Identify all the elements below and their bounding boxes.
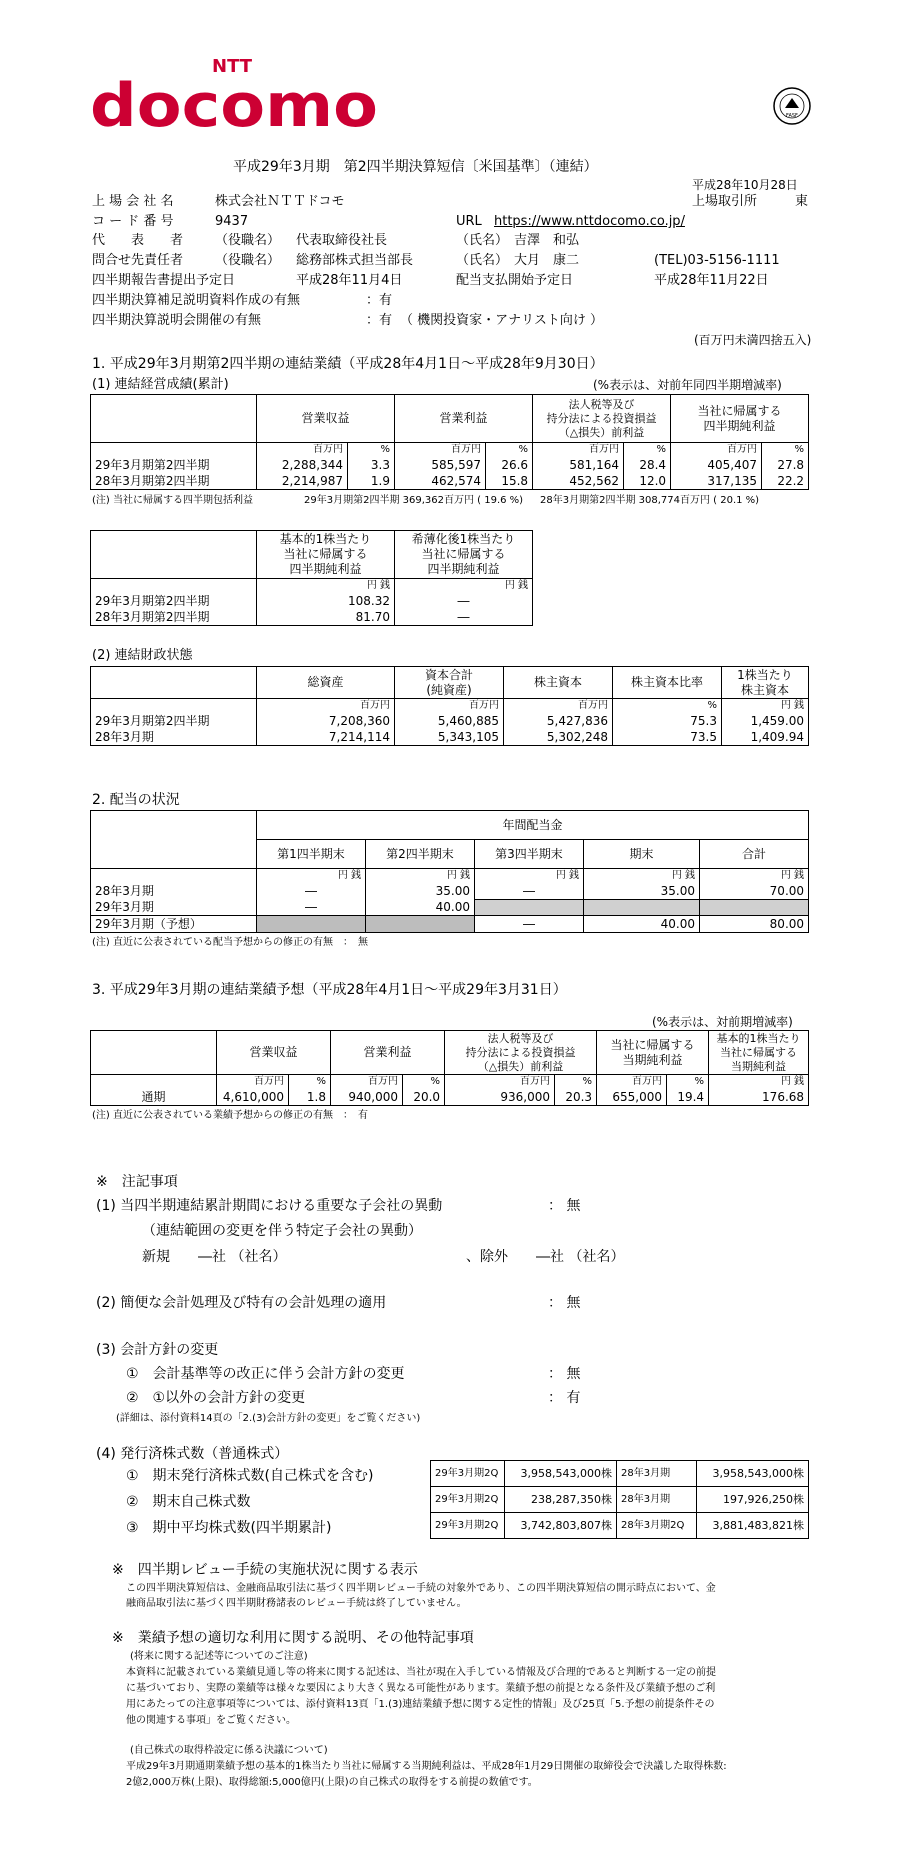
op-unit-mil: 百万円 <box>533 443 624 457</box>
op-cell: 581,164 <box>533 457 624 473</box>
table-row <box>91 1089 809 1106</box>
fin-cell: 1,409.94 <box>722 729 809 746</box>
note3-2: ② ①以外の会計方針の変更 <box>126 1390 306 1406</box>
table-row <box>91 713 809 729</box>
op-row-label: 28年3月期第2四半期 <box>91 473 257 490</box>
div-cell-shaded <box>700 899 809 916</box>
note3-1: ① 会計基準等の改正に伴う会計方針の変更 <box>126 1366 405 1382</box>
forecast-usage-line: 2億2,000万株(上限)、取得総額:5,000億円(上限)の自己株式の取得をする前提の数値です。 <box>126 1777 538 1788</box>
op-cell: 2,288,344 <box>257 457 348 473</box>
table-row <box>91 473 809 490</box>
fin-header-equity-ratio: 株主資本比率 <box>613 667 722 699</box>
section3-title: 3. 平成29年3月期の連結業績予想（平成28年4月1日～平成29年3月31日） <box>92 982 567 998</box>
fc-cell: 19.4 <box>667 1089 709 1106</box>
note4-item-label: ③ 期中平均株式数(四半期累計) <box>126 1520 332 1536</box>
eps-cell: 81.70 <box>257 609 395 626</box>
op-cell: 28.4 <box>624 457 671 473</box>
supp-value: ：有 <box>366 293 393 308</box>
fc-cell: 1.8 <box>289 1089 331 1106</box>
dividend-start-date: 平成28年11月22日 <box>654 273 769 288</box>
contact-name-label: （氏名） <box>456 253 509 268</box>
note2-value: ： 無 <box>548 1295 581 1311</box>
op-unit-mil: 百万円 <box>671 443 762 457</box>
eps-cell: 108.32 <box>257 593 395 609</box>
op-cell: 26.6 <box>486 457 533 473</box>
table-row <box>431 1513 809 1539</box>
fc-unit: 百万円 <box>217 1075 289 1089</box>
fin-row-label: 29年3月期第2四半期 <box>91 713 257 729</box>
fin-unit: 百万円 <box>504 699 613 713</box>
shares-value: 197,926,250株 <box>697 1487 809 1513</box>
shares-period: 29年3月期2Q <box>431 1487 505 1513</box>
comprehensive-previous: 28年3月期第2四半期 308,774百万円 ( 20.1 %) <box>540 495 760 506</box>
logo-docomo-text: docomo <box>90 71 378 138</box>
review-line: この四半期決算短信は、金融商品取引法に基づく四半期レビュー手続の対象外であり、この四半期決算短信の開示時点において、金 <box>126 1583 716 1594</box>
forecast-usage-line: 本資料に記載されている業績見通し等の将来に関する記述は、当社が現在入手している情報及び合理的であると判断する一定の前提 <box>126 1667 716 1678</box>
supp-label: 四半期決算補足説明資料作成の有無 <box>92 293 301 308</box>
fc-header-pretax: 法人税等及び 持分法による投資損益 （△損失）前利益 <box>445 1031 597 1075</box>
shares-value: 3,958,543,000株 <box>505 1461 617 1487</box>
document-title: 平成29年3月期 第2四半期決算短信〔米国基準〕（連結） <box>233 159 598 175</box>
div-cell: ― <box>257 899 366 916</box>
div-header-year-end: 期末 <box>584 840 700 869</box>
div-row-label: 29年3月期（予想） <box>91 916 257 933</box>
url-label: URL <box>456 214 482 229</box>
div-unit: 円 銭 <box>475 869 584 883</box>
div-unit: 円 銭 <box>366 869 475 883</box>
report-date-label: 四半期報告書提出予定日 <box>92 273 236 288</box>
div-header-total: 合計 <box>700 840 809 869</box>
company-name: 株式会社ＮＴＴドコモ <box>215 194 345 209</box>
eps-unit-yen: 円 銭 <box>257 579 395 593</box>
fc-cell: 655,000 <box>597 1089 667 1106</box>
op-cell: 3.3 <box>348 457 395 473</box>
table-row <box>91 883 809 900</box>
code-value: 9437 <box>215 214 249 229</box>
fin-cell: 5,427,836 <box>504 713 613 729</box>
forecast-usage-sub: (将来に関する記述等についてのご注意) <box>130 1651 308 1662</box>
document-date: 平成28年10月28日 <box>692 178 798 192</box>
fc-unit: 円 銭 <box>709 1075 809 1089</box>
fin-header-equity-per-share: 1株当たり 株主資本 <box>722 667 809 699</box>
report-date: 平成28年11月4日 <box>296 273 403 288</box>
div-unit-blank <box>91 869 257 883</box>
op-cell: 462,574 <box>395 473 486 490</box>
op-unit-pct: % <box>486 443 533 457</box>
note1-value: ： 無 <box>548 1198 581 1214</box>
div-cell: ― <box>475 883 584 900</box>
forecast-usage-sub2: (自己株式の取得枠設定に係る決議について) <box>130 1745 328 1756</box>
div-cell-shaded <box>257 916 366 933</box>
fin-cell: 7,214,114 <box>257 729 395 746</box>
div-cell-shaded <box>475 899 584 916</box>
fin-header-blank <box>91 667 257 699</box>
op-cell: 585,597 <box>395 457 486 473</box>
shares-value: 3,881,483,821株 <box>697 1513 809 1539</box>
eps-table <box>90 530 533 626</box>
fc-row-label: 通期 <box>91 1089 217 1106</box>
op-cell: 317,135 <box>671 473 762 490</box>
div-header-q3: 第3四半期末 <box>475 840 584 869</box>
op-unit-pct: % <box>624 443 671 457</box>
op-unit-mil: 百万円 <box>257 443 348 457</box>
note4: (4) 発行済株式数（普通株式） <box>96 1446 289 1462</box>
forecast-table <box>90 1030 809 1106</box>
code-label: コ ー ド 番 号 <box>92 214 174 229</box>
div-cell: 40.00 <box>366 899 475 916</box>
fin-unit: % <box>613 699 722 713</box>
section1-title: 1. 平成29年3月期第2四半期の連結業績（平成28年4月1日～平成28年9月30日） <box>92 356 604 372</box>
note2: (2) 簡便な会計処理及び特有の会計処理の適用 <box>96 1295 387 1311</box>
note1-new: 新規 ―社 （社名） <box>142 1249 287 1265</box>
contact-title: 総務部株式担当部長 <box>296 253 414 268</box>
shares-value: 238,287,350株 <box>505 1487 617 1513</box>
table-row <box>91 609 533 626</box>
fc-header-eps: 基本的1株当たり 当社に帰属する 当期純利益 <box>709 1031 809 1075</box>
briefing-note: （ 機関投資家・アナリスト向け ） <box>400 313 604 328</box>
fc-cell: 936,000 <box>445 1089 555 1106</box>
fin-row-label: 28年3月期 <box>91 729 257 746</box>
fin-cell: 5,343,105 <box>395 729 504 746</box>
fin-header-shareholders-equity: 株主資本 <box>504 667 613 699</box>
shares-period: 28年3月期 <box>617 1487 697 1513</box>
comprehensive-note: (注) 当社に帰属する四半期包括利益 <box>92 495 253 506</box>
div-unit: 円 銭 <box>584 869 700 883</box>
op-unit-pct: % <box>348 443 395 457</box>
fin-header-total-equity: 資本合計 (純資産) <box>395 667 504 699</box>
div-cell: ― <box>257 883 366 900</box>
fin-cell: 1,459.00 <box>722 713 809 729</box>
fin-unit: 百万円 <box>257 699 395 713</box>
table-row <box>91 729 809 746</box>
shares-period: 29年3月期2Q <box>431 1513 505 1539</box>
shares-value: 3,742,803,807株 <box>505 1513 617 1539</box>
note3: (3) 会計方針の変更 <box>96 1342 219 1358</box>
fc-unit: % <box>289 1075 331 1089</box>
op-unit-mil: 百万円 <box>395 443 486 457</box>
div-cell: 70.00 <box>700 883 809 900</box>
shares-period: 28年3月期2Q <box>617 1513 697 1539</box>
section2-title: 2. 配当の状況 <box>92 792 180 808</box>
shares-period: 28年3月期 <box>617 1461 697 1487</box>
contact-label: 問合せ先責任者 <box>92 253 184 268</box>
div-cell: 80.00 <box>700 916 809 933</box>
exchange-value: 東 <box>795 194 809 209</box>
logo-ntt-text: NTT <box>212 56 253 77</box>
fin-cell: 7,208,360 <box>257 713 395 729</box>
op-unit-pct: % <box>762 443 809 457</box>
exchange-label: 上場取引所 <box>692 194 758 209</box>
section3-pct-note: (%表示は、対前期増減率) <box>652 1015 793 1029</box>
dividend-start-label: 配当支払開始予定日 <box>456 273 574 288</box>
div-header-q1: 第1四半期末 <box>257 840 366 869</box>
div-cell-shaded <box>366 916 475 933</box>
operating-results-table <box>90 394 809 490</box>
forecast-usage-line: 平成29年3月期通期業績予想の基本的1株当たり当社に帰属する当期純利益は、平成28年1月29日開催の取締役会で決議した取得株数: <box>126 1761 727 1772</box>
fin-cell: 5,302,248 <box>504 729 613 746</box>
fin-unit: 円 銭 <box>722 699 809 713</box>
rep-title-label: （役職名） <box>215 233 281 248</box>
fc-unit: % <box>667 1075 709 1089</box>
note4-item-label: ① 期末発行済株式数(自己株式を含む) <box>126 1468 374 1484</box>
fasf-seal-icon <box>772 86 812 126</box>
op-cell: 12.0 <box>624 473 671 490</box>
op-unit-blank <box>91 443 257 457</box>
financial-position-table <box>90 666 809 746</box>
op-cell: 15.8 <box>486 473 533 490</box>
shares-table <box>430 1460 809 1539</box>
div-cell-shaded <box>584 899 700 916</box>
fc-header-net-income: 当社に帰属する 当期純利益 <box>597 1031 709 1075</box>
eps-row-label: 28年3月期第2四半期 <box>91 609 257 626</box>
shares-period: 29年3月期2Q <box>431 1461 505 1487</box>
table-row <box>91 593 533 609</box>
table-row <box>431 1487 809 1513</box>
briefing-value: ：有 <box>366 313 393 328</box>
eps-row-label: 29年3月期第2四半期 <box>91 593 257 609</box>
review-line: 融商品取引法に基づく四半期財務諸表のレビュー手続は終了していません。 <box>126 1598 467 1609</box>
note3-1-value: ： 無 <box>548 1366 581 1382</box>
fc-cell: 20.3 <box>555 1089 597 1106</box>
div-header-blank <box>91 811 257 869</box>
div-cell: 35.00 <box>366 883 475 900</box>
fc-header-blank <box>91 1031 217 1075</box>
briefing-label: 四半期決算説明会開催の有無 <box>92 313 262 328</box>
op-cell: 405,407 <box>671 457 762 473</box>
dividend-table <box>90 810 809 933</box>
forecast-usage-line: 用にあたっての注意事項等については、添付資料13頁「1.(3)連結業績予想に関する定性的情報」及び25頁「5.予想の前提条件その <box>126 1699 715 1710</box>
op-cell: 22.2 <box>762 473 809 490</box>
fin-unit-blank <box>91 699 257 713</box>
div-unit: 円 銭 <box>700 869 809 883</box>
fin-cell: 5,460,885 <box>395 713 504 729</box>
forecast-usage-line: 他の関連する事項」をご覧ください。 <box>126 1715 296 1726</box>
op-header-blank <box>91 395 257 443</box>
svg-text:FASF: FASF <box>786 113 798 119</box>
rep-label: 代 表 者 <box>92 233 184 248</box>
eps-unit-yen: 円 銭 <box>395 579 533 593</box>
div-row-label: 28年3月期 <box>91 883 257 900</box>
eps-cell: ― <box>395 593 533 609</box>
note4-item-label: ② 期末自己株式数 <box>126 1494 251 1510</box>
op-header-revenue: 営業収益 <box>257 395 395 443</box>
table-row <box>91 899 809 916</box>
company-label: 上 場 会 社 名 <box>92 194 174 209</box>
fc-unit: % <box>555 1075 597 1089</box>
review-title: ※ 四半期レビュー手続の実施状況に関する表示 <box>112 1562 418 1578</box>
fin-header-total-assets: 総資産 <box>257 667 395 699</box>
op-cell: 2,214,987 <box>257 473 348 490</box>
shares-value: 3,958,543,000株 <box>697 1461 809 1487</box>
note1-sub: （連結範囲の変更を伴う特定子会社の異動） <box>142 1223 422 1239</box>
fc-cell: 4,610,000 <box>217 1089 289 1106</box>
rep-name-label: （氏名） <box>456 233 509 248</box>
url-link[interactable]: https://www.nttdocomo.co.jp/ <box>494 214 685 229</box>
div-group-header: 年間配当金 <box>257 811 809 840</box>
rep-title: 代表取締役社長 <box>296 233 388 248</box>
table-row <box>91 916 809 933</box>
note3-2-value: ： 有 <box>548 1390 581 1406</box>
dividend-note: (注) 直近に公表されている配当予想からの修正の有無 ： 無 <box>92 937 368 948</box>
fin-cell: 73.5 <box>613 729 722 746</box>
section1-sub2-title: (2) 連結財政状態 <box>92 648 193 663</box>
fin-cell: 75.3 <box>613 713 722 729</box>
contact-title-label: （役職名） <box>215 253 281 268</box>
rounding-note: (百万円未満四捨五入) <box>694 333 812 347</box>
fin-unit: 百万円 <box>395 699 504 713</box>
fc-cell: 940,000 <box>331 1089 403 1106</box>
div-cell: 40.00 <box>584 916 700 933</box>
section1-sub1-title: (1) 連結経営成績(累計) <box>92 377 229 392</box>
forecast-usage-line: に基づいており、実際の業績等は様々な要因により大きく異なる可能性があります。業績予想の前提となる条件及び業績予想のご利 <box>126 1683 716 1694</box>
op-header-net-income: 当社に帰属する 四半期純利益 <box>671 395 809 443</box>
note1: (1) 当四半期連結累計期間における重要な子会社の異動 <box>96 1198 443 1214</box>
note3-detail: (詳細は、添付資料14頁の「2.(3)会計方針の変更」をご覧ください) <box>116 1413 421 1424</box>
contact-tel: (TEL)03-5156-1111 <box>654 253 780 268</box>
fc-header-op-income: 営業利益 <box>331 1031 445 1075</box>
eps-header-basic: 基本的1株当たり 当社に帰属する 四半期純利益 <box>257 531 395 579</box>
op-header-pretax: 法人税等及び 持分法による投資損益 （△損失）前利益 <box>533 395 671 443</box>
eps-header-blank <box>91 531 257 579</box>
op-cell: 452,562 <box>533 473 624 490</box>
fc-unit: % <box>403 1075 445 1089</box>
table-row <box>91 457 809 473</box>
div-unit: 円 銭 <box>257 869 366 883</box>
rep-name: 吉澤 和弘 <box>514 233 580 248</box>
comprehensive-current: 29年3月期第2四半期 369,362百万円 ( 19.6 %) <box>304 495 524 506</box>
div-cell: 35.00 <box>584 883 700 900</box>
op-header-op-income: 営業利益 <box>395 395 533 443</box>
notes-title: ※ 注記事項 <box>96 1174 178 1190</box>
op-cell: 1.9 <box>348 473 395 490</box>
fc-unit: 百万円 <box>445 1075 555 1089</box>
op-cell: 27.8 <box>762 457 809 473</box>
fc-cell: 20.0 <box>403 1089 445 1106</box>
table-row <box>431 1461 809 1487</box>
div-row-label: 29年3月期 <box>91 899 257 916</box>
section1-sub1-note: (%表示は、対前年同四半期増減率) <box>593 378 782 392</box>
eps-header-diluted: 希薄化後1株当たり 当社に帰属する 四半期純利益 <box>395 531 533 579</box>
docomo-logo <box>90 48 380 138</box>
op-row-label: 29年3月期第2四半期 <box>91 457 257 473</box>
eps-cell: ― <box>395 609 533 626</box>
note1-exclusion: 、除外 ―社 （社名） <box>466 1249 625 1265</box>
fc-unit: 百万円 <box>597 1075 667 1089</box>
fc-unit: 百万円 <box>331 1075 403 1089</box>
fc-header-revenue: 営業収益 <box>217 1031 331 1075</box>
fc-unit-blank <box>91 1075 217 1089</box>
contact-name: 大月 康二 <box>514 253 580 268</box>
div-header-q2: 第2四半期末 <box>366 840 475 869</box>
forecast-note: (注) 直近に公表されている業績予想からの修正の有無 ： 有 <box>92 1110 368 1121</box>
fc-cell: 176.68 <box>709 1089 809 1106</box>
forecast-usage-title: ※ 業績予想の適切な利用に関する説明、その他特記事項 <box>112 1630 474 1646</box>
eps-unit-blank <box>91 579 257 593</box>
div-cell: ― <box>475 916 584 933</box>
